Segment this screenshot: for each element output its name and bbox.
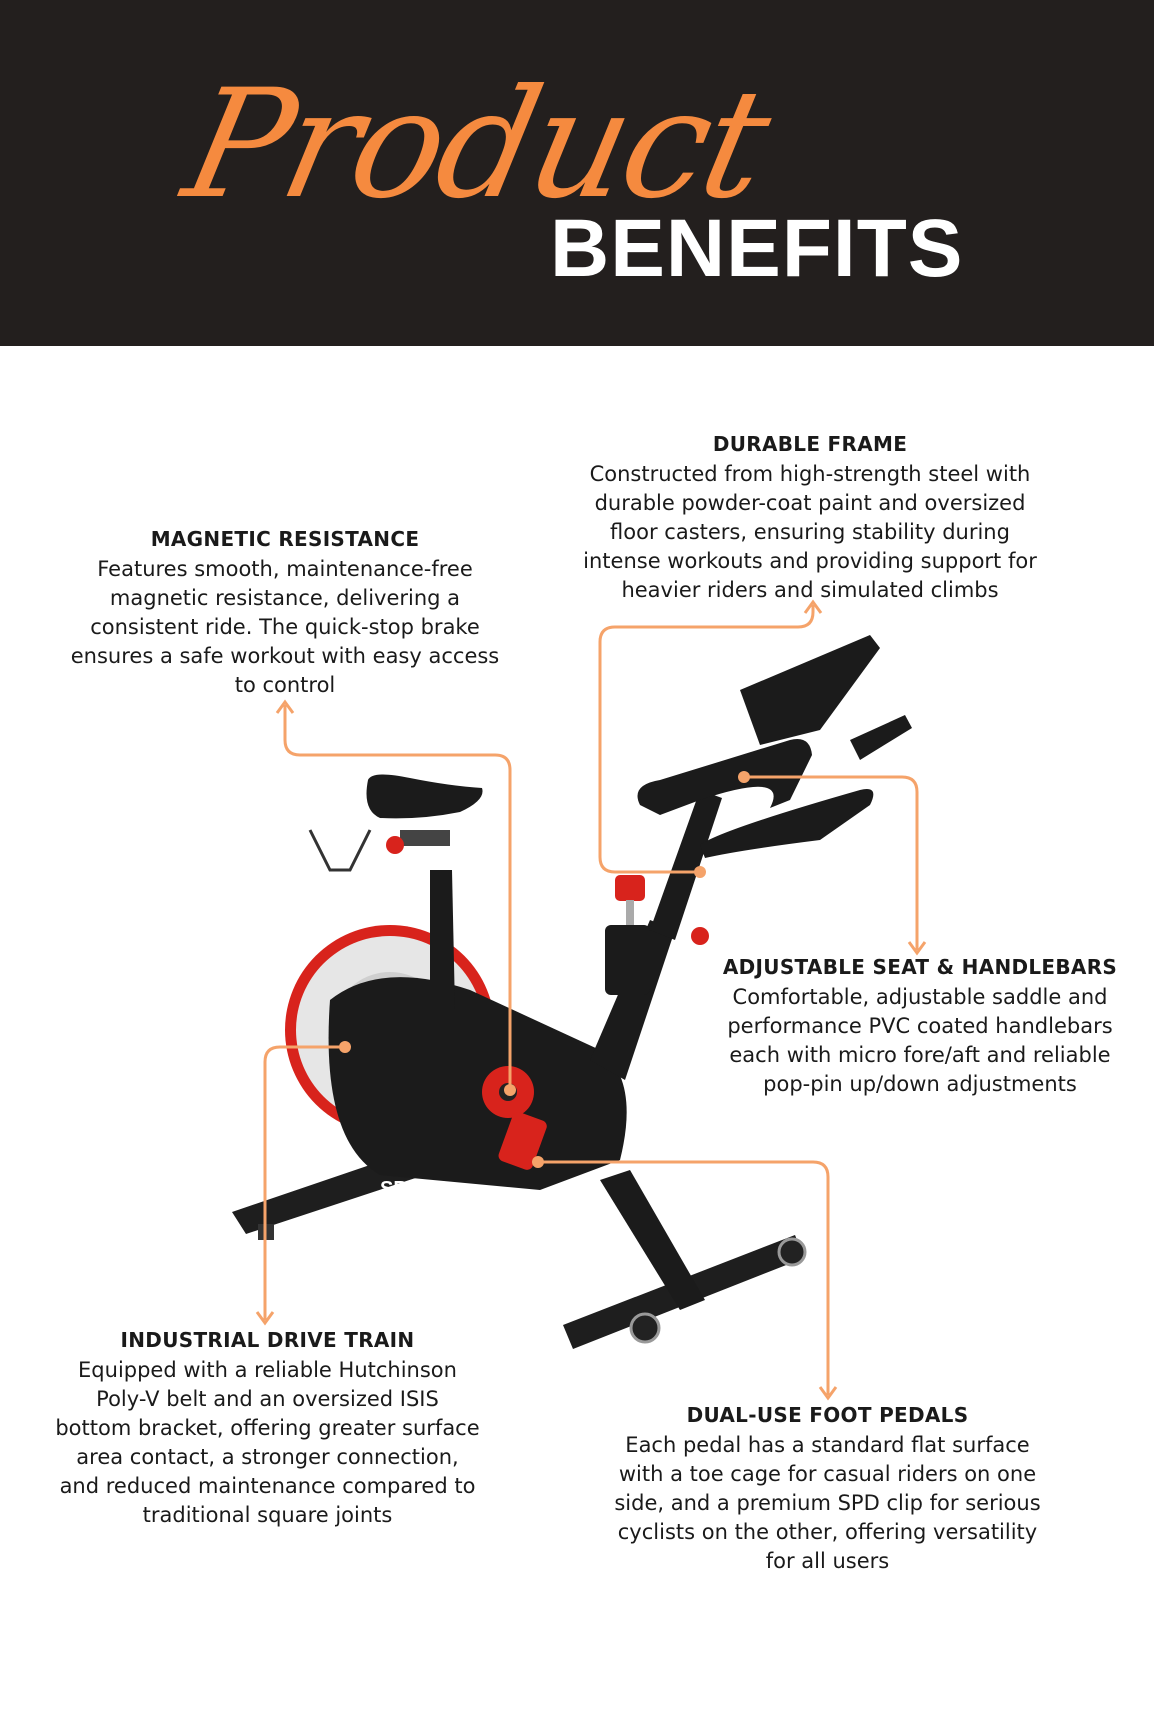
benefit-line: bottom bracket, offering greater surface — [55, 1416, 480, 1440]
resistance-knob — [615, 875, 645, 925]
benefit-line: pop-pin up/down adjustments — [763, 1072, 1077, 1096]
benefit-line: side, and a premium SPD clip for serious — [614, 1491, 1041, 1515]
benefit-line: cyclists on the other, offering versatility — [617, 1520, 1038, 1544]
benefit-line: for all users — [765, 1549, 890, 1573]
benefit-line: area contact, a stronger connection, — [76, 1445, 459, 1469]
benefit-title: INDUSTRIAL DRIVE TRAIN — [120, 1328, 415, 1352]
benefit-line: each with micro fore/aft and reliable — [729, 1043, 1111, 1067]
benefit-line: durable powder-coat paint and oversized — [594, 491, 1026, 515]
benefit-line: floor casters, ensuring stability during — [610, 520, 1010, 544]
benefit-title: MAGNETIC RESISTANCE — [150, 527, 420, 551]
benefit-line: Features smooth, maintenance-free — [97, 557, 473, 581]
benefit-drive-train — [50, 1328, 485, 1530]
benefit-line: intense workouts and providing support for — [583, 549, 1037, 573]
benefit-line: Equipped with a reliable Hutchinson — [78, 1358, 457, 1382]
benefit-adjustable-seat-handlebars — [720, 955, 1120, 1099]
brand-mark: SPIRIT — [380, 1178, 445, 1200]
benefit-line: Poly-V belt and an oversized ISIS — [96, 1387, 439, 1411]
benefit-title: DUAL-USE FOOT PEDALS — [686, 1403, 969, 1427]
benefit-line: heavier riders and simulated climbs — [621, 578, 999, 602]
benefit-line: with a toe cage for casual riders on one — [618, 1462, 1037, 1486]
benefit-line: and reduced maintenance compared to — [59, 1474, 476, 1498]
bike-seat — [310, 774, 483, 870]
benefit-title: ADJUSTABLE SEAT & HANDLEBARS — [722, 955, 1118, 979]
benefit-durable-frame — [580, 432, 1040, 605]
benefit-line: traditional square joints — [142, 1503, 393, 1527]
benefit-line: performance PVC coated handlebars — [727, 1014, 1113, 1038]
header-bold-title: BENEFITS — [550, 203, 964, 294]
benefit-line: consistent ride. The quick-stop brake — [90, 615, 480, 639]
benefit-line: Each pedal has a standard flat surface — [625, 1433, 1030, 1457]
benefit-line: Constructed from high-strength steel with — [589, 462, 1031, 486]
bike-frame — [329, 790, 722, 1310]
benefit-line: magnetic resistance, delivering a — [109, 586, 461, 610]
benefit-foot-pedals — [600, 1403, 1055, 1576]
benefit-line: Comfortable, adjustable saddle and — [732, 985, 1108, 1009]
benefit-title: DURABLE FRAME — [712, 432, 908, 456]
benefit-line: ensures a safe workout with easy access — [70, 644, 500, 668]
header-script-title: Product — [171, 58, 781, 232]
benefit-magnetic-resistance — [70, 527, 500, 700]
benefit-line: to control — [234, 673, 336, 697]
